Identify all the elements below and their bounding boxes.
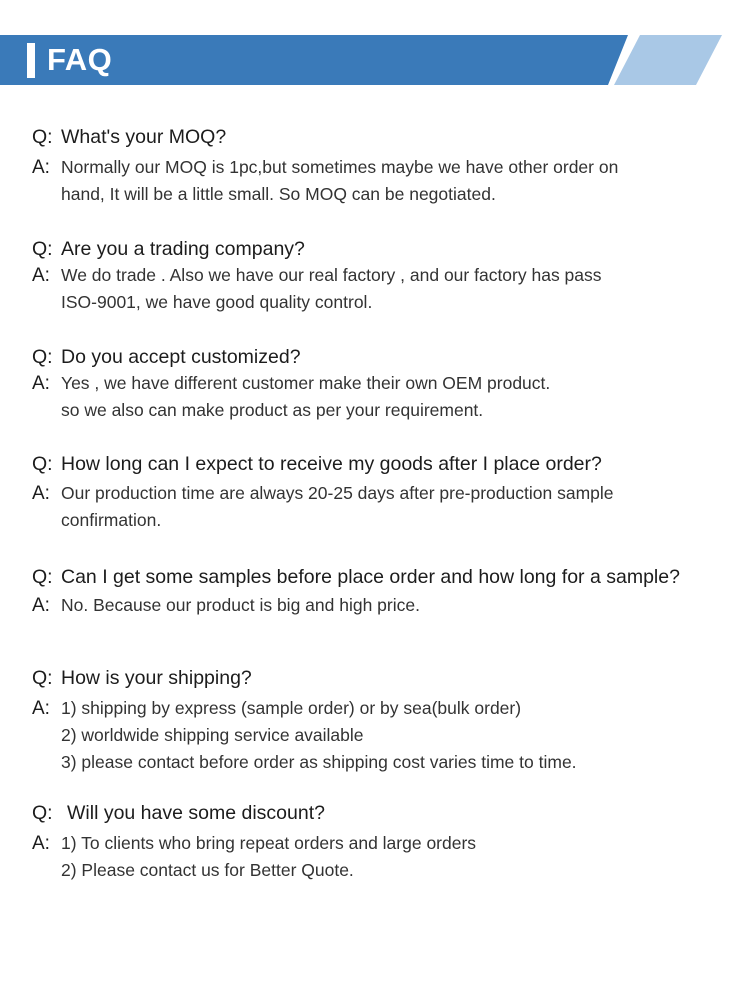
faq-item-delivery-time [32, 453, 722, 534]
faq-question [32, 346, 722, 369]
answer-line: Normally our MOQ is 1pc,but sometimes maybe we have other order on [61, 157, 619, 177]
answer-prefix: A: [32, 265, 50, 286]
answer-prefix: A: [32, 157, 50, 178]
answer-line: No. Because our product is big and high price. [61, 595, 420, 615]
question-text: Can I get some samples before place order and how long for a sample? [61, 566, 680, 588]
page-title: FAQ [47, 42, 113, 77]
faq-answer [32, 480, 722, 534]
answer-line: so we also can make product as per your requirement. [61, 400, 484, 420]
question-prefix: Q: [32, 667, 53, 689]
answer-prefix: A: [32, 698, 50, 719]
faq-question [32, 802, 722, 825]
answer-line: ISO-9001, we have good quality control. [61, 292, 373, 312]
answer-line: 2) Please contact us for Better Quote. [61, 860, 354, 880]
answer-line: confirmation. [61, 510, 162, 530]
faq-question [32, 566, 726, 589]
faq-answer [32, 830, 722, 884]
answer-prefix: A: [32, 833, 50, 854]
question-text: Will you have some discount? [67, 802, 325, 824]
answer-line: 3) please contact before order as shipping cost varies time to time. [61, 752, 577, 772]
question-prefix: Q: [32, 566, 53, 588]
answer-prefix: A: [32, 595, 50, 616]
question-prefix: Q: [32, 126, 53, 148]
question-text: How long can I expect to receive my goods after I place order? [61, 453, 602, 475]
answer-line: 1) To clients who bring repeat orders and large orders [61, 833, 477, 853]
faq-answer [32, 370, 722, 424]
faq-item-trading-company [32, 238, 722, 316]
answer-prefix: A: [32, 373, 50, 394]
question-text: How is your shipping? [61, 667, 252, 689]
question-prefix: Q: [32, 802, 53, 824]
faq-item-customized [32, 346, 722, 424]
faq-header-banner [0, 35, 750, 85]
faq-question [32, 667, 722, 690]
answer-line: Yes , we have different customer make their own OEM product. [61, 373, 551, 393]
answer-line: hand, It will be a little small. So MOQ can be negotiated. [61, 184, 496, 204]
faq-item-shipping [32, 667, 722, 776]
banner-accent-bar [27, 43, 35, 78]
faq-answer [32, 154, 722, 208]
answer-line: We do trade . Also we have our real factory , and our factory has pass [61, 265, 602, 285]
faq-answer [32, 262, 722, 316]
question-text: What's your MOQ? [61, 126, 227, 148]
question-prefix: Q: [32, 238, 53, 260]
question-prefix: Q: [32, 453, 53, 475]
answer-line: 1) shipping by express (sample order) or by sea(bulk order) [61, 698, 522, 718]
question-text: Do you accept customized? [61, 346, 301, 368]
banner-background [0, 35, 750, 85]
faq-item-samples [32, 566, 722, 619]
answer-line: Our production time are always 20-25 days after pre-production sample [61, 483, 614, 503]
question-text: Are you a trading company? [61, 238, 305, 260]
faq-question [32, 238, 722, 261]
faq-question [32, 126, 722, 149]
question-prefix: Q: [32, 346, 53, 368]
faq-answer [32, 592, 722, 619]
answer-prefix: A: [32, 483, 50, 504]
answer-line: 2) worldwide shipping service available [61, 725, 364, 745]
faq-answer [32, 695, 722, 776]
faq-item-moq [32, 126, 722, 208]
faq-item-discount [32, 802, 722, 884]
faq-question [32, 453, 722, 476]
banner-light-stripe [614, 35, 722, 85]
